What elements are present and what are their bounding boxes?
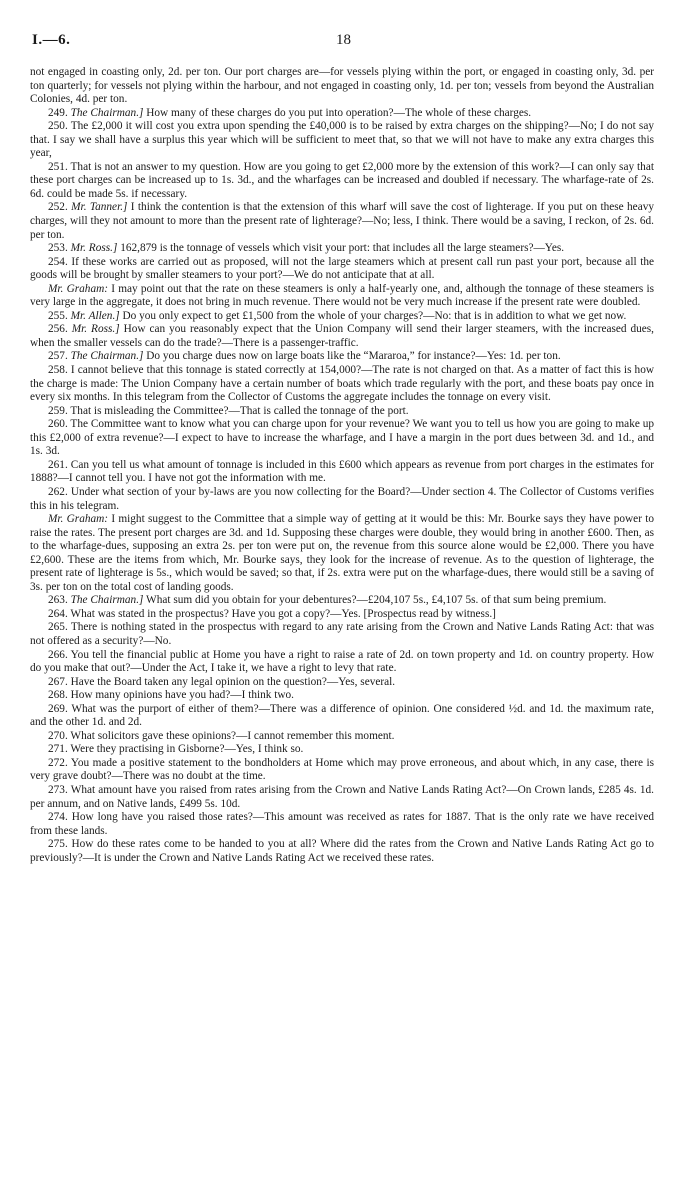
speaker-name: Mr. Tanner.]	[71, 201, 128, 214]
paragraph-text: Do you charge dues now on large boats like the “Mararoa,” for instance?—Yes: 1d. per ton.	[146, 350, 561, 363]
document-page	[30, 0, 654, 865]
question-number: 275.	[48, 838, 68, 851]
question-number: 259.	[48, 404, 68, 417]
question-number: 265.	[48, 621, 68, 634]
speaker-name: The Chairman.]	[70, 106, 144, 119]
paragraph-text: That is misleading the Committee?—That is called the tonnage of the port.	[70, 404, 409, 417]
evidence-paragraph	[30, 350, 654, 364]
evidence-paragraph	[30, 689, 654, 703]
paragraph-text: not engaged in coasting only, 2d. per ton. Our port charges are—for vessels plying within the port, or engaged in coasting only, 3d. per ton quarterly; for vessels not plying within the harbour, and not engaged in coasting only, 1d. per ton; vessels from beyond the Australian Colonies, 4d. per ton.	[30, 66, 654, 106]
paragraph-text: What amount have you raised from rates arising from the Crown and Native Lands Rating Act?—On Crown lands, £285 4s. 1d. per annum, and on Native lands, £499 5s. 10d.	[30, 783, 654, 810]
evidence-paragraph	[30, 676, 654, 690]
paragraph-text: I think the contention is that the extension of this wharf will save the cost of lighterage. If you put on these heavy charges, will they not amount to more than the present rate of lighterage?—No; less, I think. There would be a saving, I reckon, of 2s. 6d. per ton.	[30, 201, 655, 241]
paragraph-text: Were they practising in Gisborne?—Yes, I think so.	[70, 743, 304, 756]
speaker-name: Mr. Ross.]	[70, 242, 118, 255]
question-number: 274.	[48, 811, 68, 824]
paragraph-text: How can you reasonably expect that the Union Company will send their larger steamers, with the increased dues, when the smaller vessels can do the trade?—There is a passenger-traffic.	[30, 323, 655, 349]
question-number: 253.	[48, 242, 68, 255]
speaker-name: Mr. Graham:	[48, 513, 109, 526]
paragraph-text: What was stated in the prospectus? Have you got a copy?—Yes. [Prospectus read by witness.]	[70, 607, 496, 620]
evidence-paragraph	[30, 418, 654, 459]
evidence-paragraph	[30, 608, 654, 622]
speaker-name: The Chairman.]	[70, 350, 144, 363]
paragraph-text: What solicitors gave these opinions?—I cannot remember this moment.	[70, 729, 395, 742]
paragraph-text: 162,879 is the tonnage of vessels which visit your port: that includes all the large steamers?—Yes.	[120, 242, 565, 255]
evidence-paragraph	[30, 256, 654, 283]
continued-paragraph	[30, 66, 654, 107]
paragraph-text: What sum did you obtain for your debentures?—£204,107 5s., £4,107 5s. of that sum being premium.	[146, 594, 607, 607]
paragraph-text: The Committee want to know what you can charge upon for your revenue? We want you to tell us how you are going to make up this £2,000 of extra revenue?—I expect to have to increase the wharfage, and I have a margin in the port dues between 3d. and 1d., and 1s. 3d.	[30, 418, 654, 458]
question-number: 260.	[48, 418, 68, 431]
evidence-paragraph	[30, 621, 654, 648]
evidence-paragraph	[30, 649, 654, 676]
speaker-name: Mr. Ross.]	[71, 323, 120, 336]
question-number: 251.	[48, 160, 68, 173]
question-number: 255.	[48, 309, 68, 322]
paragraph-text: Can you tell us what amount of tonnage is included in this £600 which appears as revenue from port charges in the estimates for 1888?—I cannot tell you. I have not got the information with me.	[30, 458, 654, 485]
paragraph-text: How long have you raised those rates?—This amount was received as rates for 1887. That is the only rate we have received from these lands.	[30, 811, 654, 837]
evidence-paragraph	[30, 784, 654, 811]
question-number: 263.	[48, 594, 68, 607]
question-number: 266.	[48, 648, 68, 661]
paragraph-text: That is not an answer to my question. How are you going to get £2,000 more by the extension of this work?—I can only say that these port charges can be increased up to 1s. 3d., and the wharfages can be increased and doubled if necessary. The wharfage-rate of 2s. 6d. could be made 5s. if necessary.	[30, 160, 654, 200]
evidence-paragraph	[30, 811, 654, 838]
evidence-paragraph	[30, 107, 654, 121]
question-number: 264.	[48, 607, 68, 620]
paragraph-text: How many opinions have you had?—I think two.	[70, 689, 295, 702]
question-number: 258.	[48, 364, 68, 377]
paper-reference: I.—6.	[32, 32, 71, 48]
evidence-paragraph	[30, 459, 654, 486]
paragraph-text: I might suggest to the Committee that a simple way of getting at it would be this: Mr. Bourke says they have power to raise the rates. The present port charges are 3d. and 1d. Supposing these charges were double, they would bring in another £600. Then, as to the wharfage-dues, supposing an extra 2s. per ton were put on, the revenue from this source alone would be £2,000. There you have £2,600. These are the items from which, Mr. Bourke says, they look for the increase of revenue. As to the question of lighterage, the present rate of lighterage is 5s., which would be saved; so that, if 2s. extra were put on the wharfage-dues, there would still be a saving of 3s. per ton on the total cost of landing goods.	[30, 513, 654, 593]
evidence-paragraph	[30, 838, 654, 865]
evidence-paragraph	[30, 703, 654, 730]
question-number: 256.	[48, 323, 68, 336]
paragraph-text: There is nothing stated in the prospectus with regard to any rate arising from the Crown and Native Lands Rating Act: that was not offered as a security?—No.	[30, 621, 654, 647]
question-number: 250.	[48, 120, 68, 133]
speaker-name: Mr. Graham:	[48, 282, 109, 295]
paragraph-text: I may point out that the rate on these steamers is only a half-yearly one, and, although the tonnage of these steamers is very large in the aggregate, it does not bring in much revenue. There would not be very much increase if the present rate were doubled.	[30, 282, 655, 309]
question-number: 249.	[48, 106, 68, 119]
paragraph-text: You tell the financial public at Home you have a right to raise a rate of 2d. on town property and 1d. on country property. How do you make that out?—Under the Act, I take it, we have a right to levy that rate.	[30, 648, 654, 675]
question-number: 261.	[48, 458, 68, 471]
evidence-paragraph	[30, 242, 654, 256]
evidence-paragraph	[30, 743, 654, 757]
question-number: 257.	[48, 350, 68, 363]
paragraph-text: Under what section of your by-laws are you now collecting for the Board?—Under section 4. The Collector of Customs verifies this in his telegram.	[30, 485, 655, 512]
paragraph-text: You made a positive statement to the bondholders at Home which may prove erroneous, and about which, in any case, there is very grave doubt?—There was no doubt at the time.	[30, 756, 654, 783]
evidence-paragraph	[30, 594, 654, 608]
paragraph-text: How many of these charges do you put into operation?—The whole of these charges.	[146, 106, 532, 119]
question-number: 268.	[48, 689, 68, 702]
paragraph-text: How do these rates come to be handed to you at all? Where did the rates from the Crown and Native Lands Rating Act go to previously?—It is under the Crown and Native Lands Rating Act we received these rates.	[30, 838, 654, 864]
question-number: 269.	[48, 702, 68, 715]
question-number: 270.	[48, 729, 68, 742]
paragraph-text: What was the purport of either of them?—There was a difference of opinion. One considered ½d. and 1d. the maximum rate, and the other 1d. and 2d.	[30, 702, 654, 729]
evidence-paragraph	[30, 283, 654, 310]
evidence-paragraph	[30, 310, 654, 324]
evidence-paragraph	[30, 364, 654, 405]
paragraph-text: If these works are carried out as proposed, will not the large steamers which at present call run past your port, because all the goods will be brought by smaller steamers to your port?—We do not anticipate that at all.	[30, 255, 654, 282]
paragraph-text: I cannot believe that this tonnage is stated correctly at 154,000?—The rate is not charged on that. As a matter of fact this is how the charge is made: The Union Company have a certain number of boats which trade regularly with the port, and these boats pay once in every six months. In this telegram from the Collector of Customs the aggregate includes the tonnage on every visit.	[30, 364, 654, 404]
paragraph-text: Do you only expect to get £1,500 from the whole of your charges?—No: that is in addition to what we get now.	[122, 309, 627, 322]
paragraph-text: The £2,000 it will cost you extra upon spending the £40,000 is to be raised by extra charges on the shipping?—No; I do not say that. I say we shall have a surplus this year which will be sufficient to meet that, so that we will not have to make any extra charges this year,	[30, 120, 654, 160]
question-number: 267.	[48, 675, 68, 688]
evidence-paragraph	[30, 513, 654, 594]
page-number: 18	[336, 32, 351, 48]
evidence-paragraph	[30, 486, 654, 513]
paragraph-text: Have the Board taken any legal opinion on the question?—Yes, several.	[70, 675, 396, 688]
evidence-paragraph	[30, 757, 654, 784]
evidence-paragraph	[30, 120, 654, 161]
evidence-paragraph	[30, 201, 654, 242]
question-number: 254.	[48, 255, 68, 268]
evidence-paragraph	[30, 161, 654, 202]
question-number: 273.	[48, 783, 68, 796]
speaker-name: The Chairman.]	[70, 594, 144, 607]
speaker-name: Mr. Allen.]	[70, 309, 120, 322]
question-number: 271.	[48, 743, 68, 756]
evidence-paragraph	[30, 405, 654, 419]
question-number: 272.	[48, 756, 68, 769]
evidence-paragraph	[30, 323, 654, 350]
question-number: 252.	[48, 201, 68, 214]
page-header	[30, 0, 654, 66]
evidence-paragraph	[30, 730, 654, 744]
question-number: 262.	[48, 485, 68, 498]
evidence-text	[30, 66, 654, 865]
